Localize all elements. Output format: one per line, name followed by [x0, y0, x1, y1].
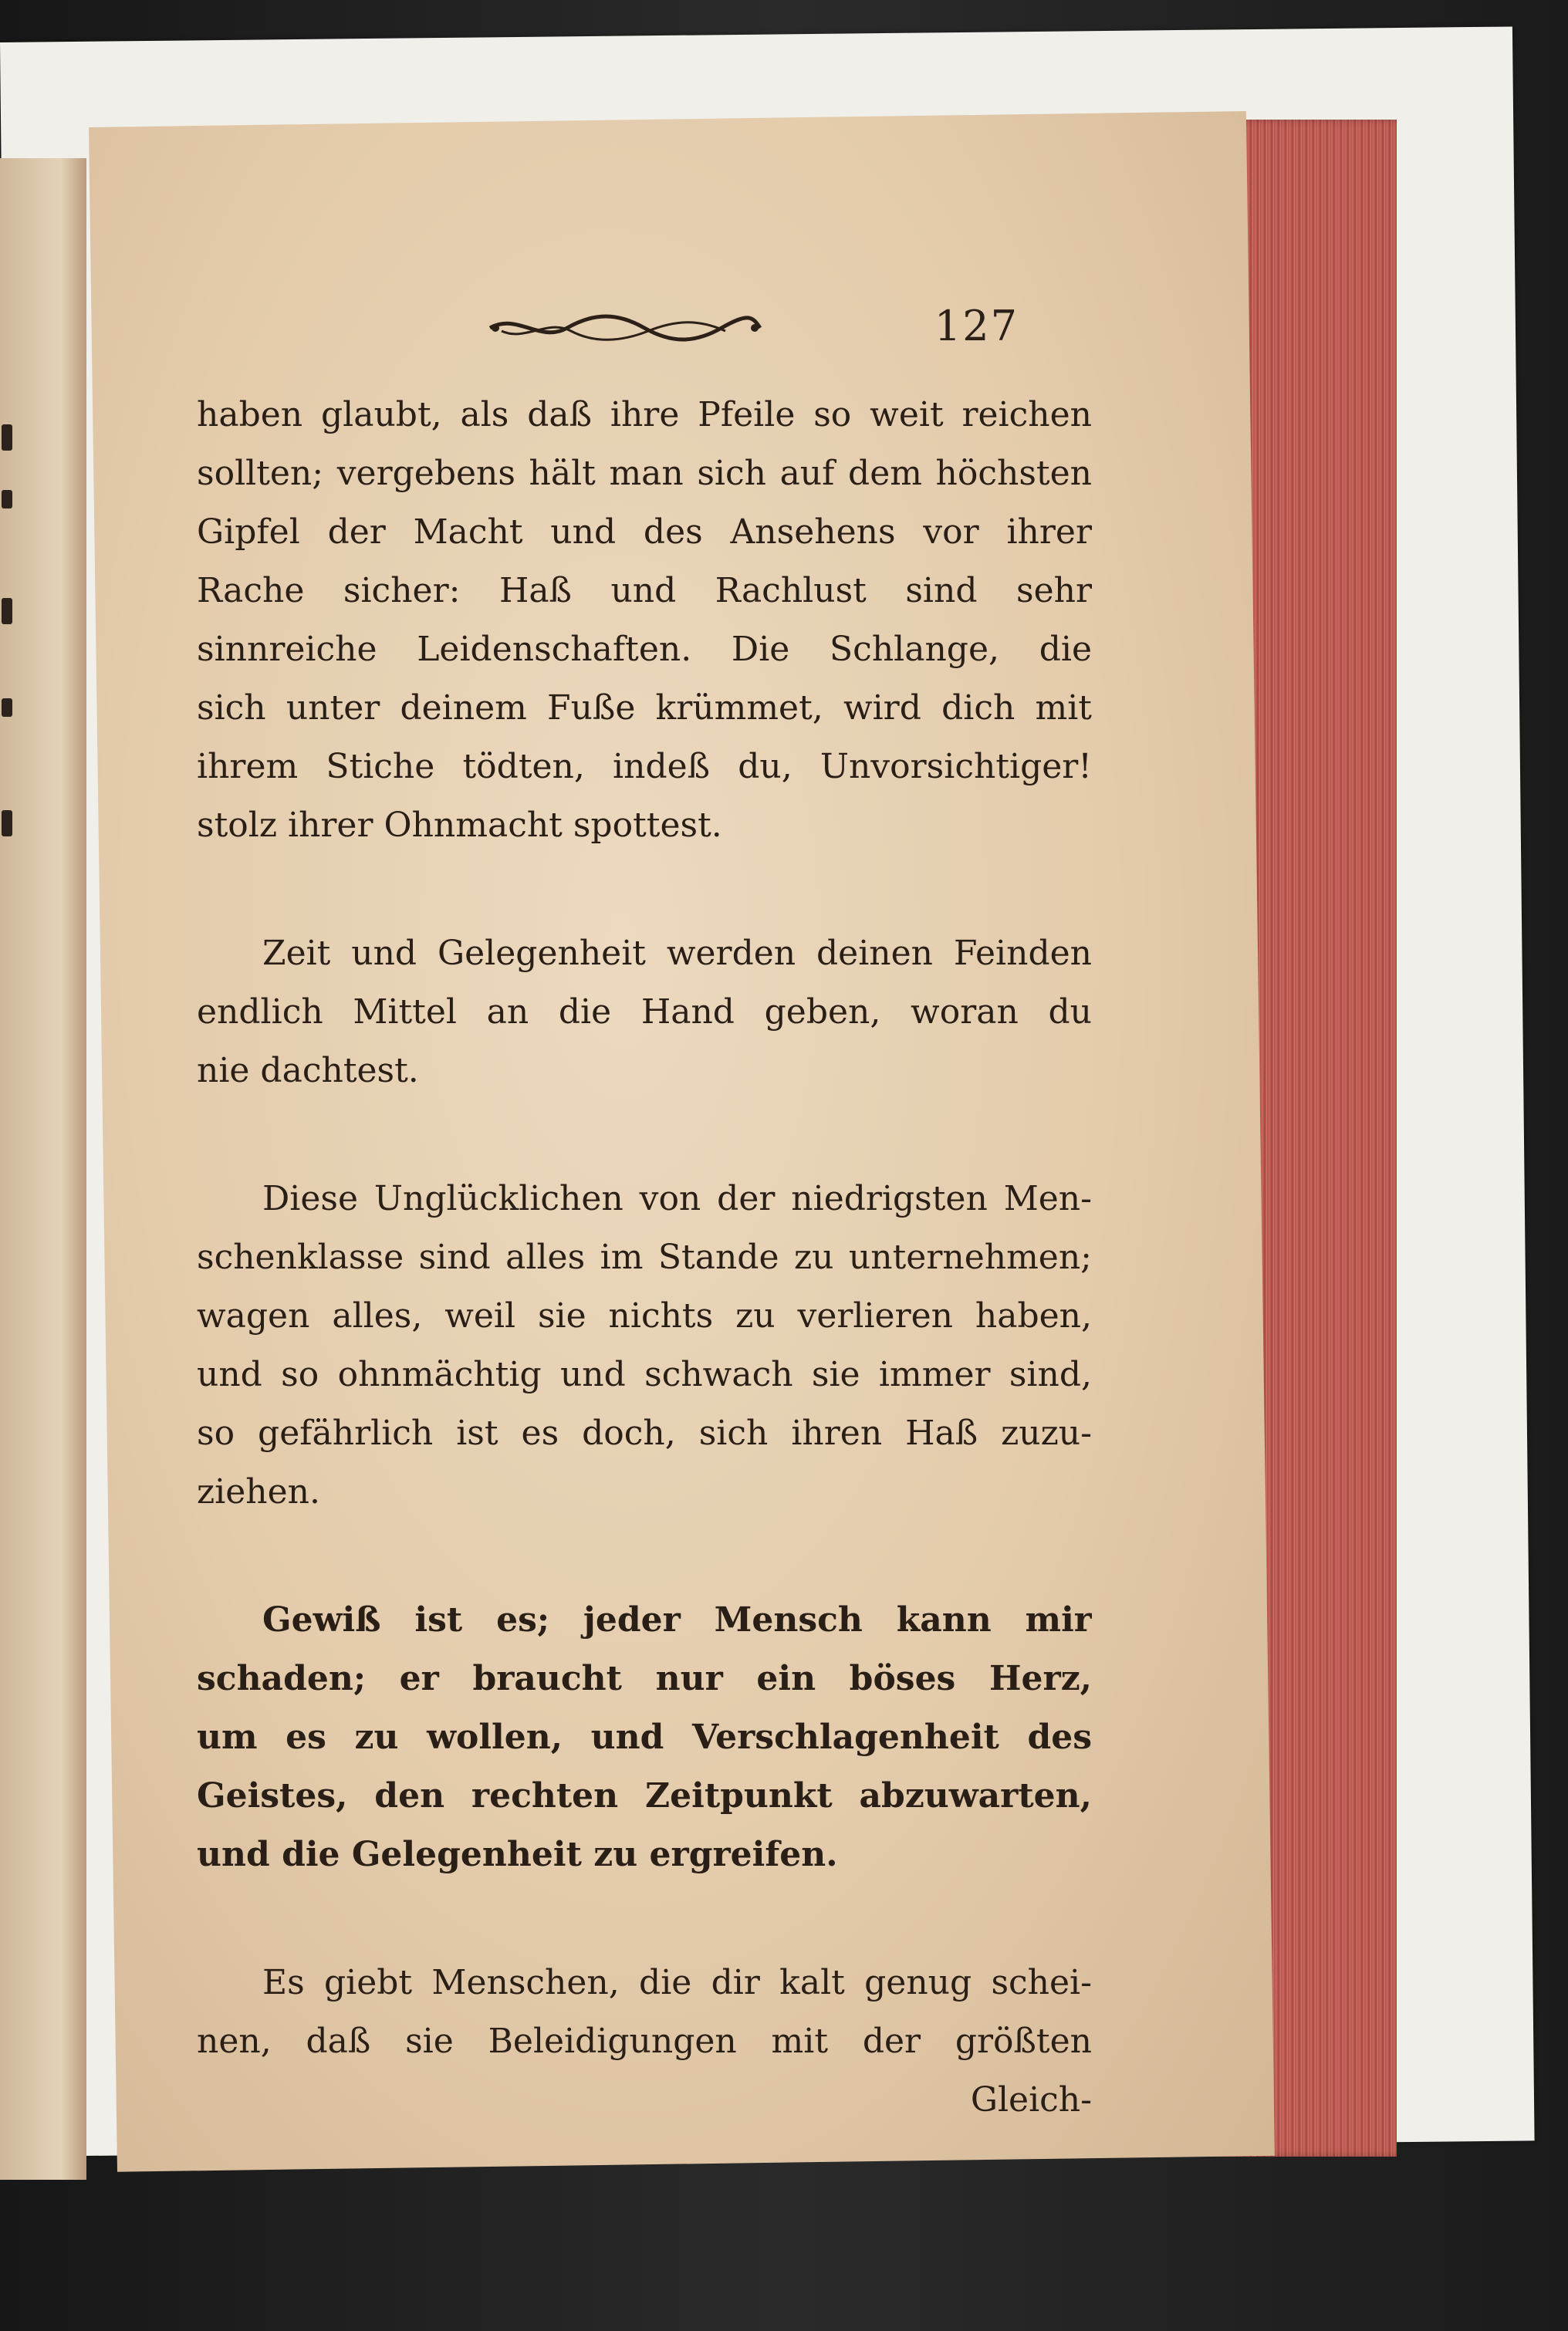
text-line: sinnreiche Leidenschaften. Die Schlange, die [197, 630, 1092, 669]
header-ornament [486, 312, 764, 343]
text-line: Gewiß ist es; jeder Mensch kann mir [262, 1600, 1092, 1640]
text-line: wagen alles, weil sie nichts zu verlieren haben, [197, 1296, 1092, 1336]
text-line: nen, daß sie Beleidigungen mit der größten [197, 2022, 1092, 2061]
text-line: sich unter deinem Fuße krümmet, wird dich mit [197, 688, 1092, 728]
page-number: 127 [934, 302, 1019, 350]
text-line: so gefährlich ist es doch, sich ihren Haß zuzu- [197, 1414, 1092, 1453]
text-line: stolz ihrer Ohnmacht spottest. [197, 806, 722, 845]
page-header [401, 302, 1019, 359]
left-page-ink-mark [2, 698, 12, 717]
text-line: und so ohnmächtig und schwach sie immer sind, [197, 1355, 1092, 1394]
text-line: schenklasse sind alles im Stande zu unternehmen; [197, 1238, 1092, 1277]
left-page-edge [0, 158, 86, 2180]
text-line: Zeit und Gelegenheit werden deinen Feinden [262, 934, 1092, 973]
text-line: ziehen. [197, 1472, 320, 1512]
paragraph [197, 924, 1092, 1100]
catchword: Gleich- [970, 2080, 1092, 2120]
left-page-ink-mark [2, 598, 12, 624]
left-page-ink-mark [2, 810, 12, 836]
text-line: Gipfel der Macht und des Ansehens vor ihrer [197, 512, 1092, 552]
paragraph [197, 1591, 1092, 1884]
text-line: ihrem Stiche tödten, indeß du, Unvorsichtiger! [197, 747, 1092, 786]
text-line: nie dachtest. [197, 1051, 419, 1090]
text-line: haben glaubt, als daß ihre Pfeile so weit reichen [197, 395, 1092, 434]
text-line: um es zu wollen, und Verschlagenheit des [197, 1718, 1092, 1757]
body-text [197, 386, 1092, 2130]
text-line: schaden; er braucht nur ein böses Herz, [197, 1659, 1092, 1698]
paragraph [197, 1170, 1092, 1522]
paragraph [197, 386, 1092, 855]
text-line: Es giebt Menschen, die dir kalt genug schei- [262, 1963, 1092, 2002]
text-line: sollten; vergebens hält man sich auf dem höchsten [197, 454, 1092, 493]
left-page-ink-mark [2, 490, 12, 508]
text-line: Geistes, den rechten Zeitpunkt abzuwarten, [197, 1776, 1092, 1816]
text-line: endlich Mittel an die Hand geben, woran du [197, 992, 1092, 1032]
paragraph [197, 1954, 1092, 2071]
text-line: Diese Unglücklichen von der niedrigsten Men- [262, 1179, 1092, 1218]
text-line: Rache sicher: Haß und Rachlust sind sehr [197, 571, 1092, 610]
left-page-ink-mark [2, 424, 12, 451]
text-line: und die Gelegenheit zu ergreifen. [197, 1835, 838, 1874]
